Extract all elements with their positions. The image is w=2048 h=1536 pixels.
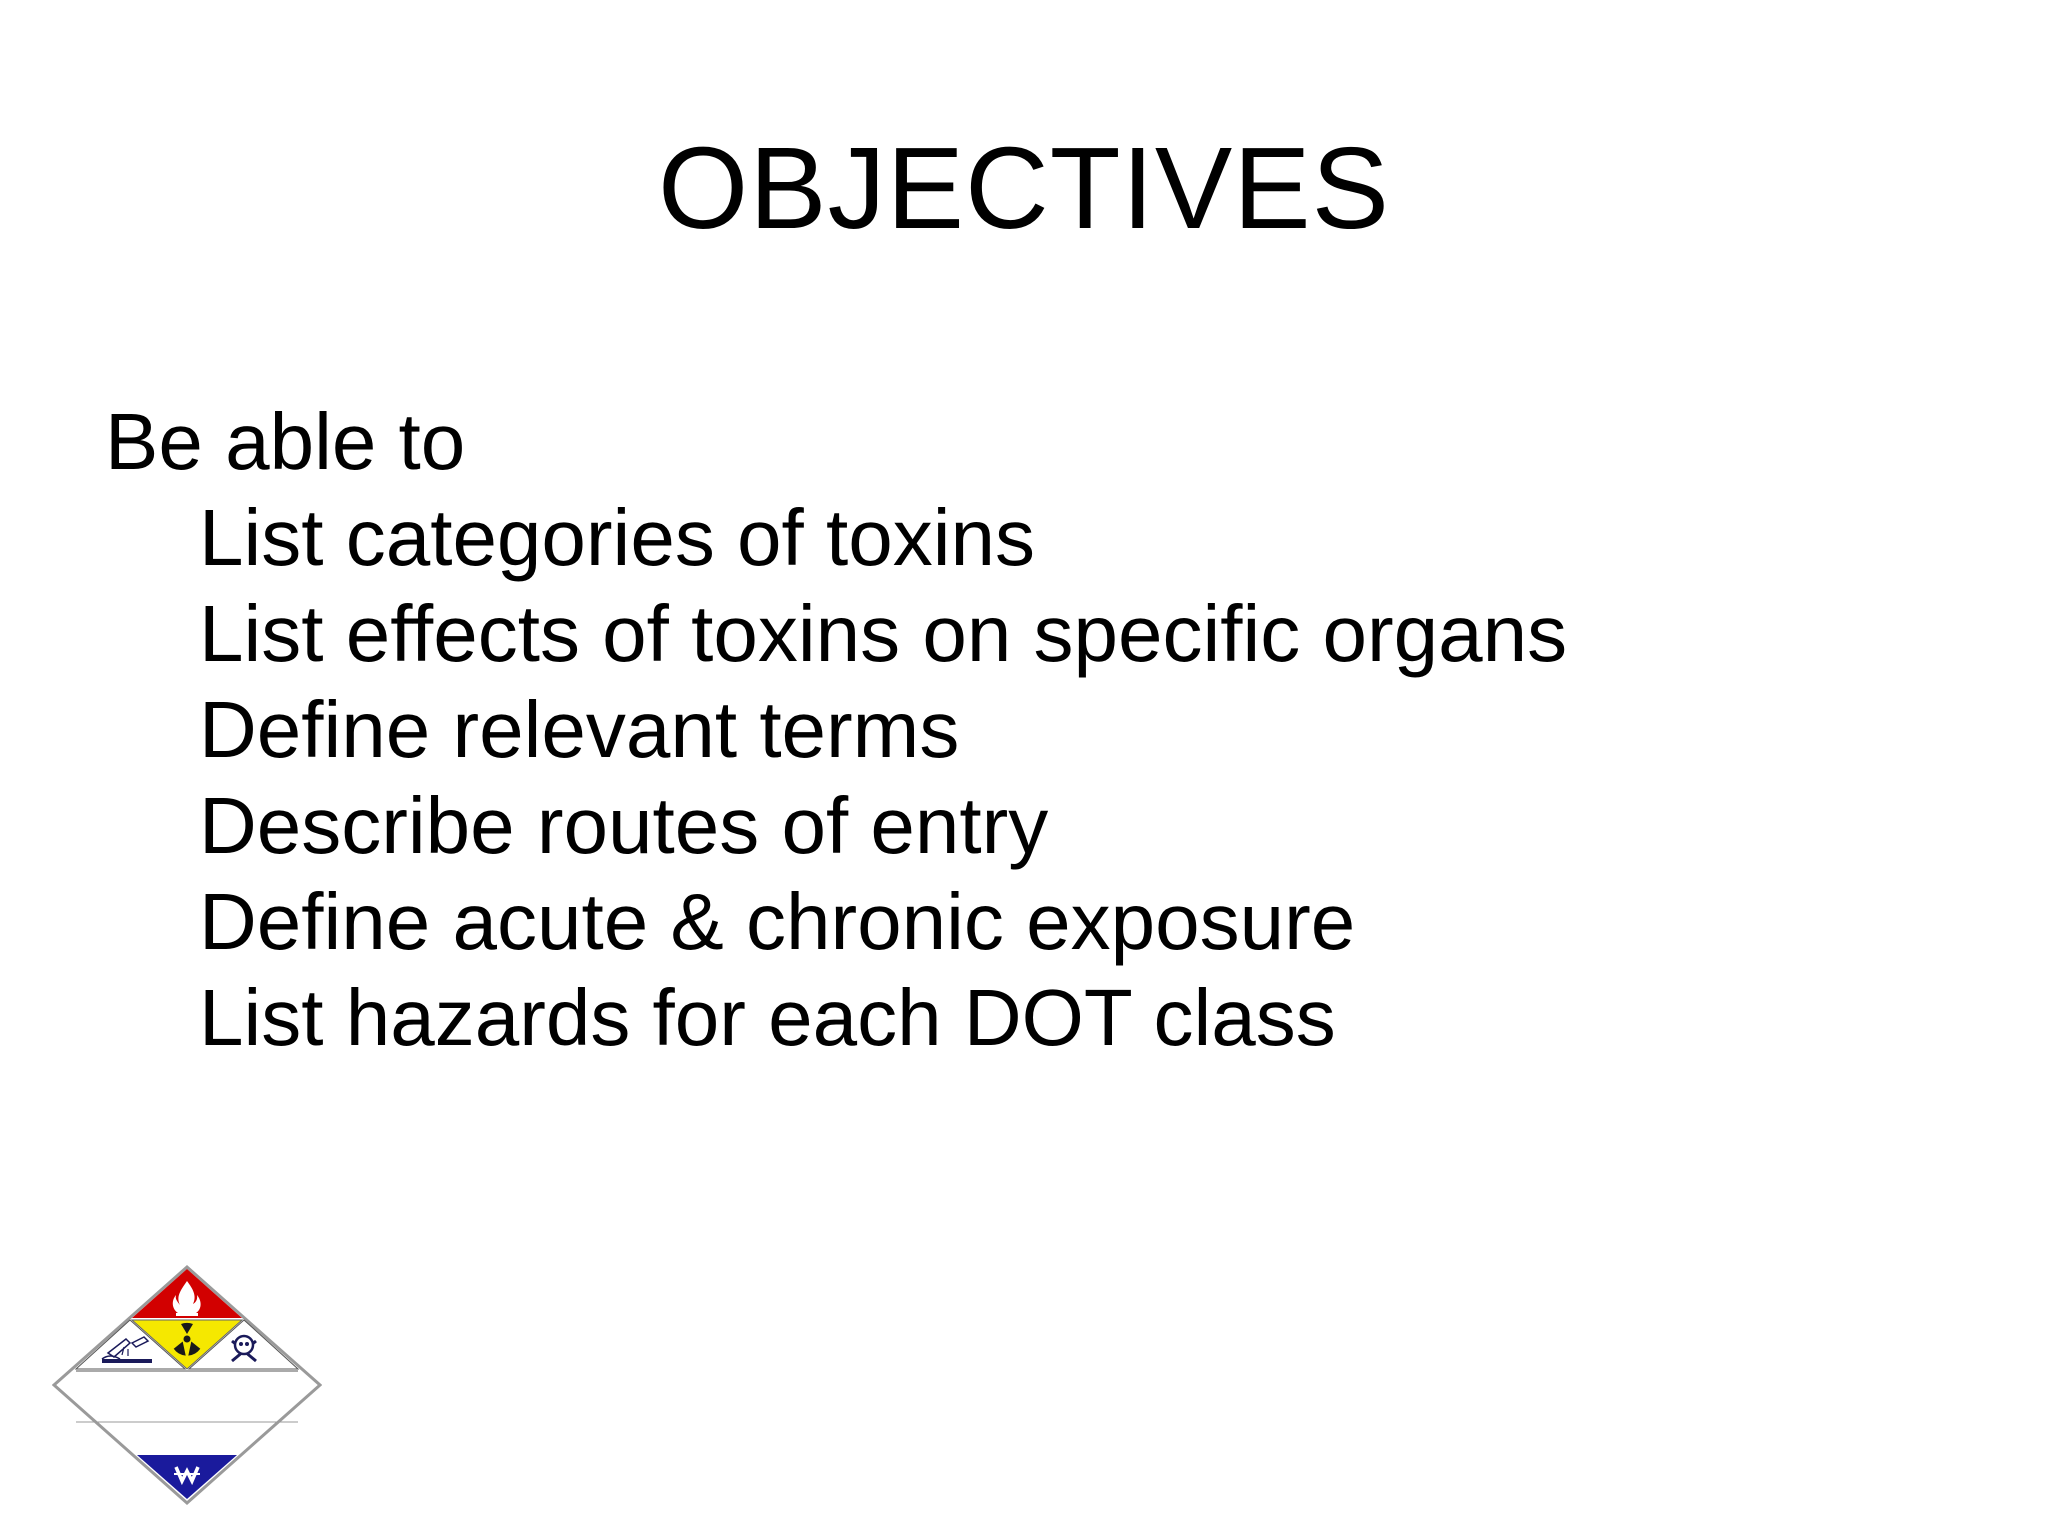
objective-item: Define relevant terms <box>199 685 960 774</box>
objective-item: Describe routes of entry <box>199 781 1049 870</box>
objective-item: Define acute & chronic exposure <box>199 877 1356 966</box>
slide-body <box>105 394 1567 1066</box>
objective-list <box>105 490 1567 1066</box>
objective-item: List categories of toxins <box>199 493 1035 582</box>
slide-title: OBJECTIVES <box>658 123 1390 253</box>
hazmat-diamond-icon <box>52 1265 322 1505</box>
objective-item: List hazards for each DOT class <box>199 973 1336 1062</box>
intro-text: Be able to <box>105 397 466 486</box>
diamond-bottom-blue <box>137 1455 237 1499</box>
objective-item: List effects of toxins on specific organs <box>199 589 1568 678</box>
